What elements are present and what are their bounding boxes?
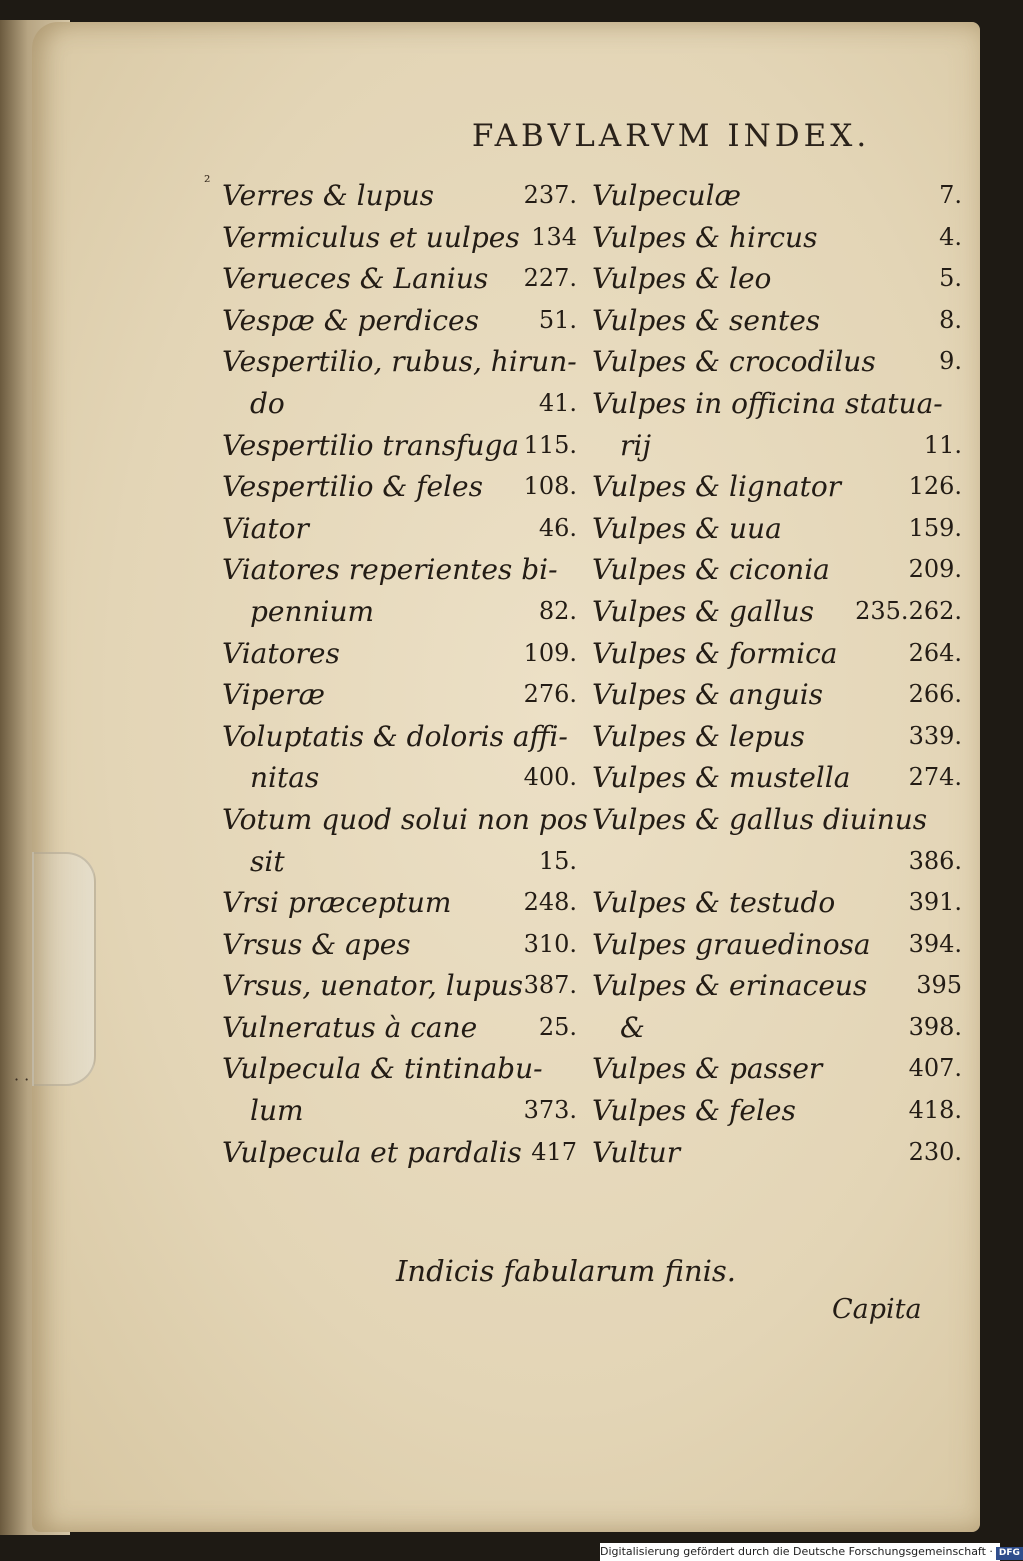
index-entry xyxy=(222,1048,577,1090)
index-entry xyxy=(592,1007,962,1049)
index-entry xyxy=(592,1132,962,1174)
entry-page-number: 394. xyxy=(908,929,962,958)
index-entry xyxy=(222,757,577,799)
index-entry xyxy=(592,300,962,342)
entry-title: Verueces & Lanius xyxy=(222,262,489,296)
entry-page-number: 7. xyxy=(939,181,962,209)
entry-title: Vulpes & crocodilus xyxy=(592,345,876,379)
entry-title: Viatores reperientes bi- xyxy=(222,553,558,587)
index-entry xyxy=(592,341,962,383)
entry-page-number: 418. xyxy=(908,1096,962,1125)
entry-page-number: 108. xyxy=(523,472,577,501)
index-entry xyxy=(222,1007,577,1049)
entry-page-number: 159. xyxy=(908,513,962,542)
index-entry xyxy=(222,341,577,383)
entry-page-number: 417 xyxy=(531,1137,577,1166)
entry-title: Vulpes & gallus xyxy=(592,594,814,628)
entry-title: Verres & lupus xyxy=(222,179,434,212)
index-entry xyxy=(592,924,962,966)
entry-title: Vulpes in officina statua- xyxy=(592,386,943,420)
entry-title: Vrsus, uenator, lupus xyxy=(222,969,524,1003)
entry-page-number: 274. xyxy=(908,763,962,792)
entry-title: Vulpes & lignator xyxy=(592,470,842,504)
index-entry xyxy=(222,425,577,467)
index-entry xyxy=(222,1132,577,1174)
entry-title: sit xyxy=(250,844,285,878)
entry-title: Vulpes & anguis xyxy=(592,678,824,712)
entry-page-number: 248. xyxy=(523,888,577,917)
entry-page-number: 276. xyxy=(523,680,577,709)
index-entry xyxy=(592,757,962,799)
entry-title: Vulpes & ciconia xyxy=(592,553,830,587)
index-entry xyxy=(222,175,577,217)
entry-title: Viator xyxy=(222,511,309,545)
entry-page-number: 230. xyxy=(908,1137,962,1166)
entry-page-number: 4. xyxy=(939,222,962,251)
index-entry xyxy=(222,841,577,883)
entry-page-number: 8. xyxy=(939,305,962,334)
entry-page-number: 15. xyxy=(538,846,577,875)
index-entry xyxy=(592,841,962,883)
index-entry xyxy=(222,716,577,758)
index-entry xyxy=(222,924,577,966)
index-entry xyxy=(222,549,577,591)
credit-bar xyxy=(600,1543,1020,1561)
entry-title: Vespertilio, rubus, hirun- xyxy=(222,345,577,379)
entry-page-number: 266. xyxy=(908,680,962,709)
index-entry xyxy=(592,1048,962,1090)
entry-page-number: 115. xyxy=(523,430,577,459)
entry-page-number: 51. xyxy=(538,305,577,334)
entry-page-number: 264. xyxy=(908,638,962,667)
index-entry xyxy=(222,383,577,425)
entry-title: & xyxy=(620,1010,645,1044)
page-title: FABVLARVM INDEX. xyxy=(471,118,871,154)
index-entry xyxy=(592,258,962,300)
credit-text: Digitalisierung gefördert durch die Deutsche Forschungsgemeinschaft · xyxy=(600,1545,993,1558)
entry-title: Vulpecula & tintinabu- xyxy=(222,1052,543,1086)
entry-page-number: 5. xyxy=(939,264,962,293)
entry-page-number: 387. xyxy=(523,971,577,1000)
entry-title: Vermiculus et uulpes xyxy=(222,220,520,254)
entry-title: Vespertilio transfuga xyxy=(222,428,520,462)
entry-title: Vulpes grauedinosa xyxy=(592,927,871,961)
index-entry xyxy=(592,1090,962,1132)
entry-page-number: 407. xyxy=(908,1054,962,1083)
entry-title: Vulpes & formica xyxy=(592,636,838,670)
entry-page-number: 339. xyxy=(908,721,962,750)
entry-page-number: 9. xyxy=(939,347,962,376)
entry-title: Vrsi præceptum xyxy=(222,886,452,920)
entry-page-number: 235.262. xyxy=(855,596,962,625)
index-entry xyxy=(222,258,577,300)
entry-page-number: 310. xyxy=(523,929,577,958)
index-entry xyxy=(592,716,962,758)
index-entry xyxy=(222,633,577,675)
entry-title: pennium xyxy=(250,594,375,628)
index-entry xyxy=(222,799,588,841)
entry-page-number: 134 xyxy=(531,222,577,251)
entry-title: Vulpes & erinaceus xyxy=(592,969,868,1003)
entry-page-number: 400. xyxy=(523,763,577,792)
entry-title: Vulpes & mustella xyxy=(592,761,851,795)
margin-mark: ² xyxy=(204,172,211,191)
page-header xyxy=(32,118,980,154)
index-entry xyxy=(592,508,962,550)
index-entry xyxy=(222,882,577,924)
entry-title: Vulpes & lepus xyxy=(592,719,805,753)
entry-page-number: 373. xyxy=(523,1096,577,1125)
index-right-column xyxy=(592,175,962,1173)
entry-title: Vulpeculæ xyxy=(592,179,741,212)
index-end-note-text: Indicis fabularum finis. xyxy=(395,1254,737,1288)
index-entry xyxy=(222,965,577,1007)
entry-page-number: 398. xyxy=(908,1012,962,1041)
entry-title: Vulpes & feles xyxy=(592,1094,796,1128)
index-entry xyxy=(592,799,962,841)
entry-title: Viperæ xyxy=(222,678,325,712)
index-left-column xyxy=(222,175,588,1173)
entry-title: nitas xyxy=(250,761,320,795)
index-entry xyxy=(222,300,577,342)
entry-title: do xyxy=(250,386,285,420)
entry-title: Vespertilio & feles xyxy=(222,470,483,504)
index-entry xyxy=(592,549,962,591)
entry-page-number: 386. xyxy=(908,846,962,875)
dfg-logo: DFG xyxy=(996,1547,1023,1560)
index-entry xyxy=(592,466,962,508)
entry-title: Votum quod solui non pos xyxy=(222,802,588,836)
index-entry xyxy=(592,425,962,467)
index-entry xyxy=(592,175,962,217)
index-entry xyxy=(592,217,962,259)
entry-title: Vulpes & uua xyxy=(592,511,782,545)
index-entry xyxy=(592,674,962,716)
entry-page-number: 41. xyxy=(538,388,577,417)
entry-title: Viatores xyxy=(222,636,340,670)
index-entry xyxy=(592,591,962,633)
entry-title: Vulpes & sentes xyxy=(592,303,821,337)
entry-page-number: 237. xyxy=(523,181,577,209)
index-entry xyxy=(592,383,962,425)
entry-title: Vulpes & leo xyxy=(592,262,772,296)
index-end-note xyxy=(32,1254,980,1288)
entry-title: Vulpes & hircus xyxy=(592,220,818,254)
entry-page-number: 25. xyxy=(538,1012,577,1041)
clasp-shadow xyxy=(32,852,96,1086)
index-entry xyxy=(222,508,577,550)
index-entry xyxy=(222,674,577,716)
entry-page-number: 126. xyxy=(908,472,962,501)
entry-page-number: 391. xyxy=(908,888,962,917)
entry-page-number: 227. xyxy=(523,264,577,293)
margin-mark: · · xyxy=(14,1070,30,1089)
entry-title: Vulpes & passer xyxy=(592,1052,823,1086)
catchword: Capita xyxy=(832,1294,922,1325)
entry-title: Vulpes & testudo xyxy=(592,886,836,920)
index-entry xyxy=(592,633,962,675)
entry-page-number: 209. xyxy=(908,555,962,584)
index-entry xyxy=(222,466,577,508)
entry-page-number: 11. xyxy=(923,430,962,459)
entry-title: Vespæ & perdices xyxy=(222,303,479,337)
entry-title: Vulpes & gallus diuinus xyxy=(592,802,928,836)
index-entry xyxy=(222,1090,577,1132)
entry-page-number: 395 xyxy=(916,971,962,1000)
entry-page-number: 46. xyxy=(538,513,577,542)
index-entry xyxy=(592,965,962,1007)
entry-page-number: 82. xyxy=(538,596,577,625)
index-entry xyxy=(592,882,962,924)
entry-page-number: 109. xyxy=(523,638,577,667)
entry-title: lum xyxy=(250,1094,304,1128)
entry-title: Voluptatis & doloris affi- xyxy=(222,719,568,753)
index-entry xyxy=(222,591,577,633)
entry-title: Vulpecula et pardalis xyxy=(222,1135,522,1169)
entry-title: Vulneratus à cane xyxy=(222,1010,478,1044)
index-entry xyxy=(222,217,577,259)
book-page xyxy=(14,22,980,1532)
entry-title: rij xyxy=(620,428,652,462)
entry-title: Vrsus & apes xyxy=(222,927,411,961)
entry-title: Vultur xyxy=(592,1135,681,1169)
